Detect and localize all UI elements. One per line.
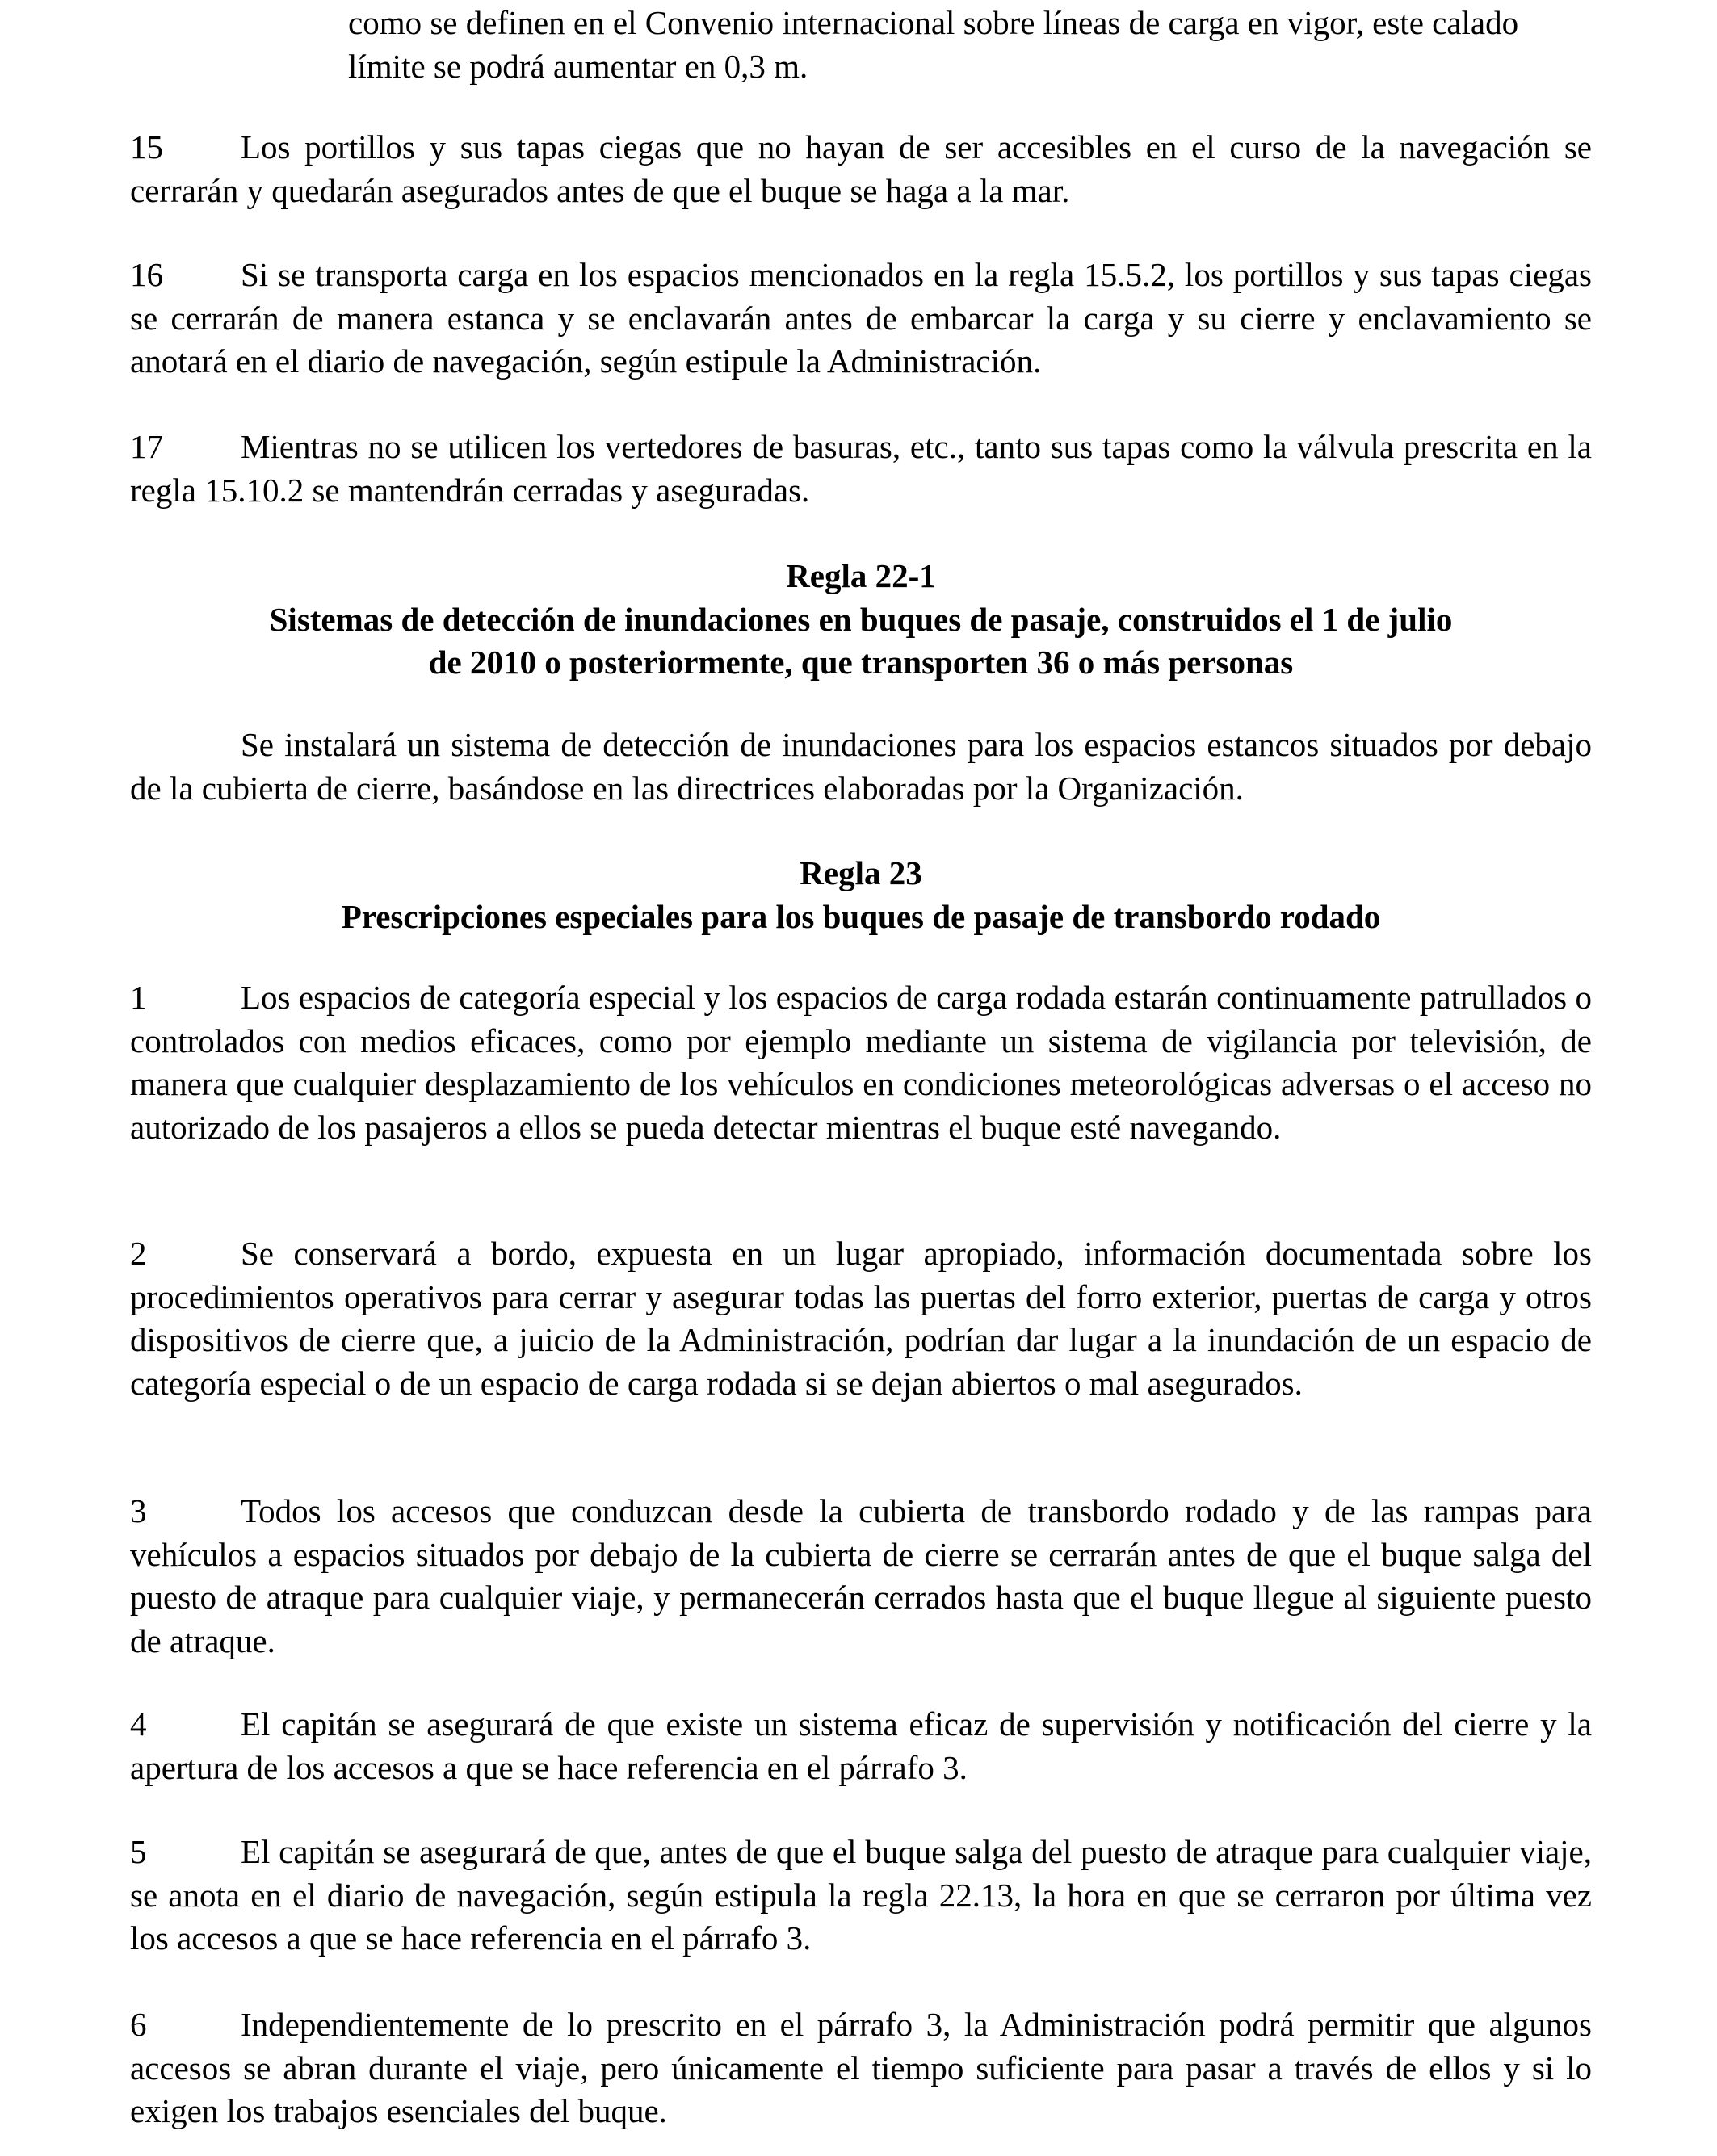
paragraph-15: [130, 126, 1592, 212]
paragraph-text: Todos los accesos que conduzcan desde la cubierta de transbordo rodado y de las rampas para vehículos a espacios situados por debajo de la cubierta de cierre se cerrarán antes de que el buque salga del puesto de atraque para cualquier viaje, y permanecerán cerrados hasta que el buque llegue al siguiente puesto de atraque.: [130, 1492, 1592, 1659]
paragraph-number: 2: [130, 1235, 147, 1272]
paragraph-text: El capitán se asegurará de que, antes de que el buque salga del puesto de atraque para cualquier viaje, se anota en el diario de navegación, según estipula la regla 22.13, la hora en que se cerraron por última vez los accesos a que se hace referencia en el párrafo 3.: [130, 1833, 1592, 1957]
rule-22-1-subtitle-line-1: Sistemas de detección de inundaciones en buques de pasaje, construidos el 1 de julio: [269, 600, 1453, 638]
continuation-paragraph: [130, 2, 1592, 88]
rule-23-paragraph-1: [130, 976, 1592, 1149]
paragraph-text: Se instalará un sistema de detección de inundaciones para los espacios estancos situados por debajo de la cubierta de cierre, basándose en las directrices elaboradas por la Organización.: [130, 726, 1592, 807]
paragraph-text: El capitán se asegurará de que existe un sistema eficaz de supervisión y notificación del cierre y la apertura de los accesos a que se hace referencia en el párrafo 3.: [130, 1705, 1592, 1786]
paragraph-number: 1: [130, 979, 147, 1016]
rule-22-1-heading: [130, 555, 1592, 685]
rule-23-title: Regla 23: [800, 854, 922, 891]
paragraph-text: Si se transporta carga en los espacios mencionados en la regla 15.5.2, los portillos y sus tapas ciegas se cerrarán de manera estanca y se enclavarán antes de embarcar la carga y su cierre y enclavamiento se anotará en el diario de navegación, según estipule la Administración.: [130, 256, 1592, 380]
rule-23-paragraph-6: [130, 2003, 1592, 2133]
paragraph-number: 3: [130, 1492, 147, 1529]
paragraph-number: 16: [130, 256, 163, 293]
paragraph-text: Independientemente de lo prescrito en el párrafo 3, la Administración podrá permitir que algunos accesos se abran durante el viaje, pero únicamente el tiempo suficiente para pasar a través de ellos y si lo exigen los trabajos esenciales del buque.: [130, 2006, 1592, 2129]
rule-23-heading: [130, 852, 1592, 938]
continuation-text: como se definen en el Convenio internacional sobre líneas de carga en vigor, este calado límite se podrá aumentar en 0,3 m.: [348, 4, 1519, 85]
paragraph-text: Se conservará a bordo, expuesta en un lugar apropiado, información documentada sobre los procedimientos operativos para cerrar y asegurar todas las puertas del forro exterior, puertas de carga y otros dispositivos de cierre que, a juicio de la Administración, podrían dar lugar a la inundación de un espacio de categoría especial o de un espacio de carga rodada si se dejan abiertos o mal asegurados.: [130, 1235, 1592, 1402]
rule-22-1-paragraph: [130, 724, 1592, 810]
paragraph-17: [130, 426, 1592, 512]
paragraph-number: 5: [130, 1833, 147, 1870]
rule-23-paragraph-2: [130, 1232, 1592, 1405]
rule-23-paragraph-5: [130, 1831, 1592, 1961]
rule-23-subtitle: Prescripciones especiales para los buques de pasaje de transbordo rodado: [341, 897, 1381, 935]
rule-22-1-subtitle-line-2: de 2010 o posteriormente, que transporten 36 o más personas: [428, 644, 1294, 681]
paragraph-text: Mientras no se utilicen los vertedores de basuras, etc., tanto sus tapas como la válvula prescrita en la regla 15.10.2 se mantendrán cerradas y aseguradas.: [130, 428, 1592, 509]
paragraph-text: Los espacios de categoría especial y los espacios de carga rodada estarán continuamente patrullados o controlados con medios eficaces, como por ejemplo mediante un sistema de vigilancia por televisión, de manera que cualquier desplazamiento de los vehículos en condiciones meteorológicas adversas o el acceso no autorizado de los pasajeros a ellos se pueda detectar mientras el buque esté navegando.: [130, 979, 1592, 1146]
paragraph-16: [130, 254, 1592, 384]
paragraph-number: 15: [130, 128, 163, 166]
paragraph-number: 6: [130, 2006, 147, 2043]
paragraph-text: Los portillos y sus tapas ciegas que no hayan de ser accesibles en el curso de la navegación se cerrarán y quedarán asegurados antes de que el buque se haga a la mar.: [130, 128, 1592, 209]
paragraph-number: 17: [130, 428, 163, 465]
rule-23-paragraph-4: [130, 1703, 1592, 1789]
rule-23-paragraph-3: [130, 1490, 1592, 1663]
rule-22-1-title: Regla 22-1: [786, 557, 936, 594]
paragraph-number: 4: [130, 1705, 147, 1743]
